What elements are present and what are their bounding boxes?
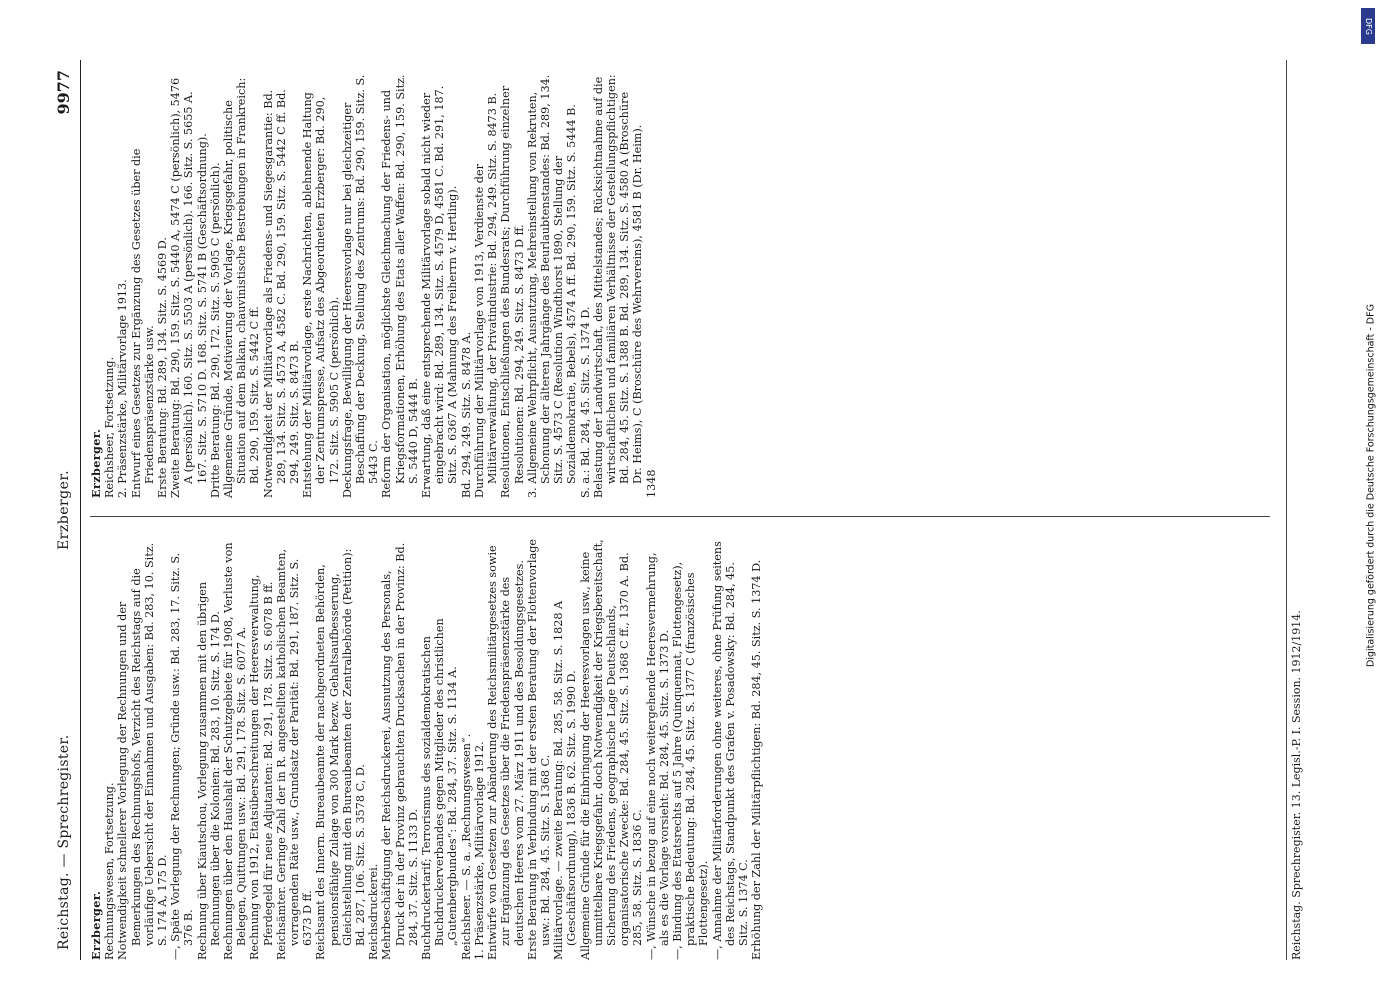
right_column-line: 1348 — [644, 469, 658, 498]
left_column-line: Entwürfe von Gesetzen zur Abänderung des Reichsmilitärgesetzes sowie zur Ergänzung des Gesetzes über die Friedenspräsenzstärke des deutschen Heeres vom 27. März 1911 und des Besoldungsgesetzes. — [486, 545, 526, 960]
right_column-line: Erwartung, daß eine entsprechende Militärvorlage sobald nicht wieder eingebracht wird: Bd. 289, 134. Sitz. S. 4579 D, 4581 C. Bd. 291, 187. Sitz. S. 6367 A (Mahnung des Freiherrn v. Hertling). — [420, 85, 460, 498]
right_column-line: Zweite Beratung: Bd. 290, 159. Sitz. S. 5440 A, 5474 C (persönlich), 5476 A (persönlich). 160. Sitz. S. 5503 A (persönlich). 166. Sitz. S. 5655 A. 167. Sitz. S. 5710 D. 168. Sitz. S. 5741 B (Geschäftsordnung). — [169, 77, 209, 498]
left_column-line: Mehrbeschäftigung der Reichsdruckerei, Ausnutzung des Personals, Druck der in der Provinz gebrauchten Drucksachen in der Provinz: Bd. 284, 37. Sitz. S. 1133 D. — [380, 542, 420, 960]
left_column-line: —, Annahme der Militärforderungen ohne weiteres, ohne Prüfung seitens des Reichstags, Standpunkt des Grafen v. Posadowsky: Bd. 284, 45. Sitz. S. 1374 C. — [710, 541, 750, 960]
left_column-line: —, Wünsche in bezug auf eine noch weitergehende Heeresvermehrung, als es die Vorlage vorsieht: Bd. 284, 45. Sitz. S. 1373 D. — [644, 552, 671, 960]
right_column-line: Reichsheer, Fortsetzung. — [103, 356, 117, 498]
left_column-line: 1. Präsenzstärke, Militärvorlage 1912. — [472, 741, 486, 960]
column-divider — [90, 516, 1270, 517]
left_column-line: Reichsheer. — S. a. „Rechnungswesen“. — [459, 733, 473, 960]
left_column-line: Notwendigkeit schnellerer Vorlegung der Rechnungen und der Bemerkungen des Rechnungshofs, Verzicht des Reichstags auf die vorläufige Uebersicht der Einnahmen und Ausgaben: Bd. 283, 10. Sitz. S. 174 A, 175 D. — [116, 542, 170, 960]
left_column-line: Militärvorlage. — zweite Beratung: Bd. 285, 58. Sitz. S. 1828 A (Geschäftsordnung), 1836 B. 62. Sitz. S. 1990 D. — [552, 600, 579, 960]
left_column-line: Buchdruckertarif; Terrorismus des sozialdemokratischen Buchdruckerverbandes gegen Mitglieder des christlichen „Gutenbergbundes“: Bd. 284, 37. Sitz. S. 1134 A. — [420, 618, 460, 960]
right_column-line: Resolutionen, Entschließungen des Bundesrats; Durchführung einzelner Resolutionen: Bd. 294, 249. Sitz. S. 8473 D ff. — [499, 85, 526, 498]
page-header — [50, 60, 84, 960]
left_column-line: Rechnungswesen, Fortsetzung. — [103, 782, 117, 960]
digitization-note: Digitalisierung gefördert durch die Deutsche Forschungsgemeinschaft - DFG — [1365, 304, 1377, 667]
left_column-line: Rechnung über Kiautschou, Vorlegung zusammen mit den übrigen Rechnungen über die Kolonien: Bd. 283, 10. Sitz. S. 174 D. — [195, 581, 222, 960]
rotated-page-content — [50, 60, 1320, 960]
page-footer: Reichstag. Sprechregister. 13. Legisl.-P. I. Session. 1912/1914. — [1286, 60, 1303, 960]
left_column-line: Reichsamt des Innern. Bureaubeamte der nachgeordneten Behörden, pensionsfähige Zulage von 300 Mark bezw. Gehaltsaufbesserung, Gleichstellung mit den Bureaubeamten der Zentralbehörde (Petition): Bd. 287, 106. Sitz. S. 3578 C, D. — [314, 548, 368, 960]
right_column-line: Notwendigkeit der Militärvorlage als Friedens- und Siegesgarantie: Bd. 289, 134. Sitz. S. 4573 A, 4582 C. Bd. 290, 159. Sitz. S. 5442 C ff. Bd. 294, 249. Sitz. S. 8473 B. — [261, 89, 302, 498]
left_column-line: —, Späte Vorlegung der Rechnungen; Gründe usw.: Bd. 283, 17. Sitz. S. 376 B. — [169, 552, 196, 960]
right_column-line: Belastung der Landwirtschaft, des Mittelstandes; Rücksichtnahme auf die wirtschaftlichen und familiären Verhältnisse der Gestellungspflichtigen: Bd. 284, 45. Sitz. S. 1388 B. Bd. 289, 134. Sitz. S. 4580 A (Broschüre Dr. Heims), C (Broschüre des Wehrvereins), 4581 B (Dr. Heim). — [591, 74, 645, 498]
right_column-line: Erste Beratung: Bd. 289, 134. Sitz. S. 4569 D. — [156, 237, 170, 498]
left-column-lines — [103, 535, 763, 960]
header-left-title: Reichstag. — Sprechregister. — [56, 734, 72, 950]
left_column-line: Erhöhung der Zahl der Militärpflichtigen: Bd. 284, 45. Sitz. S. 1374 D. — [750, 559, 764, 960]
side-margin — [1361, 0, 1377, 1000]
left_column-line: Allgemeine Gründe für die Einbringung der Heeresvorlagen usw., keine unmittelbare Kriegsgefahr, doch Notwendigkeit der Kriegsbereitschaft, Sicherung des Friedens, geographische Lage Deutschlands, organisatorische Zwecke: Bd. 284, 45. Sitz. S. 1368 C ff., 1370 A. Bd. 285, 58. Sitz. S. 1836 C. — [578, 539, 645, 960]
right-column-name: Erzberger. — [89, 428, 103, 498]
left-column-name: Erzberger. — [89, 890, 103, 960]
right_column-line: S. a.: Bd. 284, 45. Sitz. S. 1374 D. — [578, 306, 592, 498]
left_column-line: —, Bindung des Etatsrechts auf 5 Jahre (Quinquennat, Flottengesetz), praktische Bedeutung: Bd. 284, 45. Sitz. S. 1377 C (französisches Flottengesetz). — [670, 561, 711, 960]
right_column-line: 3. Allgemeine Wehrpflicht, Ausnutzung, Mehreinstellung von Rekruten, Schonung der älteren Jahrgänge des Beurlaubtenstandes: Bd. 289, 134. Sitz. S. 4573 C (Resolution Windthorst 1890, Stellung der Sozialdemokratie, Bebels), 4574 A ff. Bd. 290, 159. Sitz. S. 5444 B. — [525, 74, 579, 498]
header-center-name: Erzberger. — [56, 469, 72, 551]
header-rule — [80, 60, 81, 960]
left-column — [90, 535, 763, 960]
right_column-line: Entstehung der Militärvorlage, erste Nachrichten, ablehnende Haltung der Zentrumspresse, Aufsatz des Abgeordneten Erzberger: Bd. 290, 172. Sitz. S. 5905 C (persönlich). — [301, 92, 341, 498]
right_column-line: 2. Präsenzstärke, Militärvorlage 1913. — [116, 279, 130, 498]
right-column-lines — [103, 73, 658, 498]
right_column-line: Bd. 294, 249. Sitz. S. 8478 A. — [459, 331, 473, 498]
right_column-line: Allgemeine Gründe, Motivierung der Vorlage, Kriegsgefahr, politische Situation auf dem Balkan, chauvinistische Bestrebungen in Frankreich: Bd. 290, 159. Sitz. S. 5442 C ff. — [222, 77, 262, 498]
right_column-line: Deckungsfrage, Bewilligung der Heeresvorlage nur bei gleichzeitiger Beschaffung der Deckung, Stellung des Zentrums: Bd. 290, 159. Sitz. S. 5443 C. — [340, 74, 381, 498]
right_column-line: Entwurf eines Gesetzes zur Ergänzung des Gesetzes über die Friedenspräsenzstärke usw. — [129, 148, 156, 498]
left_column-line: Reichsämter. Geringe Zahl der in R. angestellten katholischen Beamten, vorragenden Räte usw., Grundsatz der Parität: Bd. 291, 187. Sitz. S. 6373 D ff. — [274, 548, 315, 960]
left_column-line: Reichsdruckerei. — [367, 863, 381, 960]
right-column — [90, 73, 658, 498]
left_column-line: Rechnung von 1912, Etatsüberschreitungen der Heeresverwaltung, Pferdegeld für neue Adjutanten: Bd. 291, 178. Sitz. S. 6078 B ff. — [248, 574, 275, 960]
left_column-line: Rechnungen über den Haushalt der Schutzgebiete für 1908, Verluste von Belegen, Quittungen usw.: Bd. 291, 178. Sitz. S. 6077 A. — [222, 542, 249, 960]
right_column-line: Reform der Organisation, möglichste Gleichmachung der Friedens- und Kriegsformationen, Erhöhung des Etats aller Waffen: Bd. 290, 159. Sitz. S. 5440 D, 5444 B. — [380, 74, 420, 498]
right_column-line: Dritte Beratung: Bd. 290, 172. Sitz. S. 5905 C (persönlich). — [208, 162, 222, 498]
left_column-line: Erste Beratung in Verbindung mit der ersten Beratung der Flottenvorlage usw.: Bd. 284, 45. Sitz. S. 1368 C. — [525, 538, 552, 960]
page-number: 9977 — [54, 70, 73, 115]
dfg-logo: DFG — [1361, 8, 1375, 44]
right_column-line: Durchführung der Militärvorlage von 1913, Verdienste der Militärverwaltung, der Privatindustrie: Bd. 294, 249. Sitz. S. 8473 B. — [472, 92, 500, 498]
